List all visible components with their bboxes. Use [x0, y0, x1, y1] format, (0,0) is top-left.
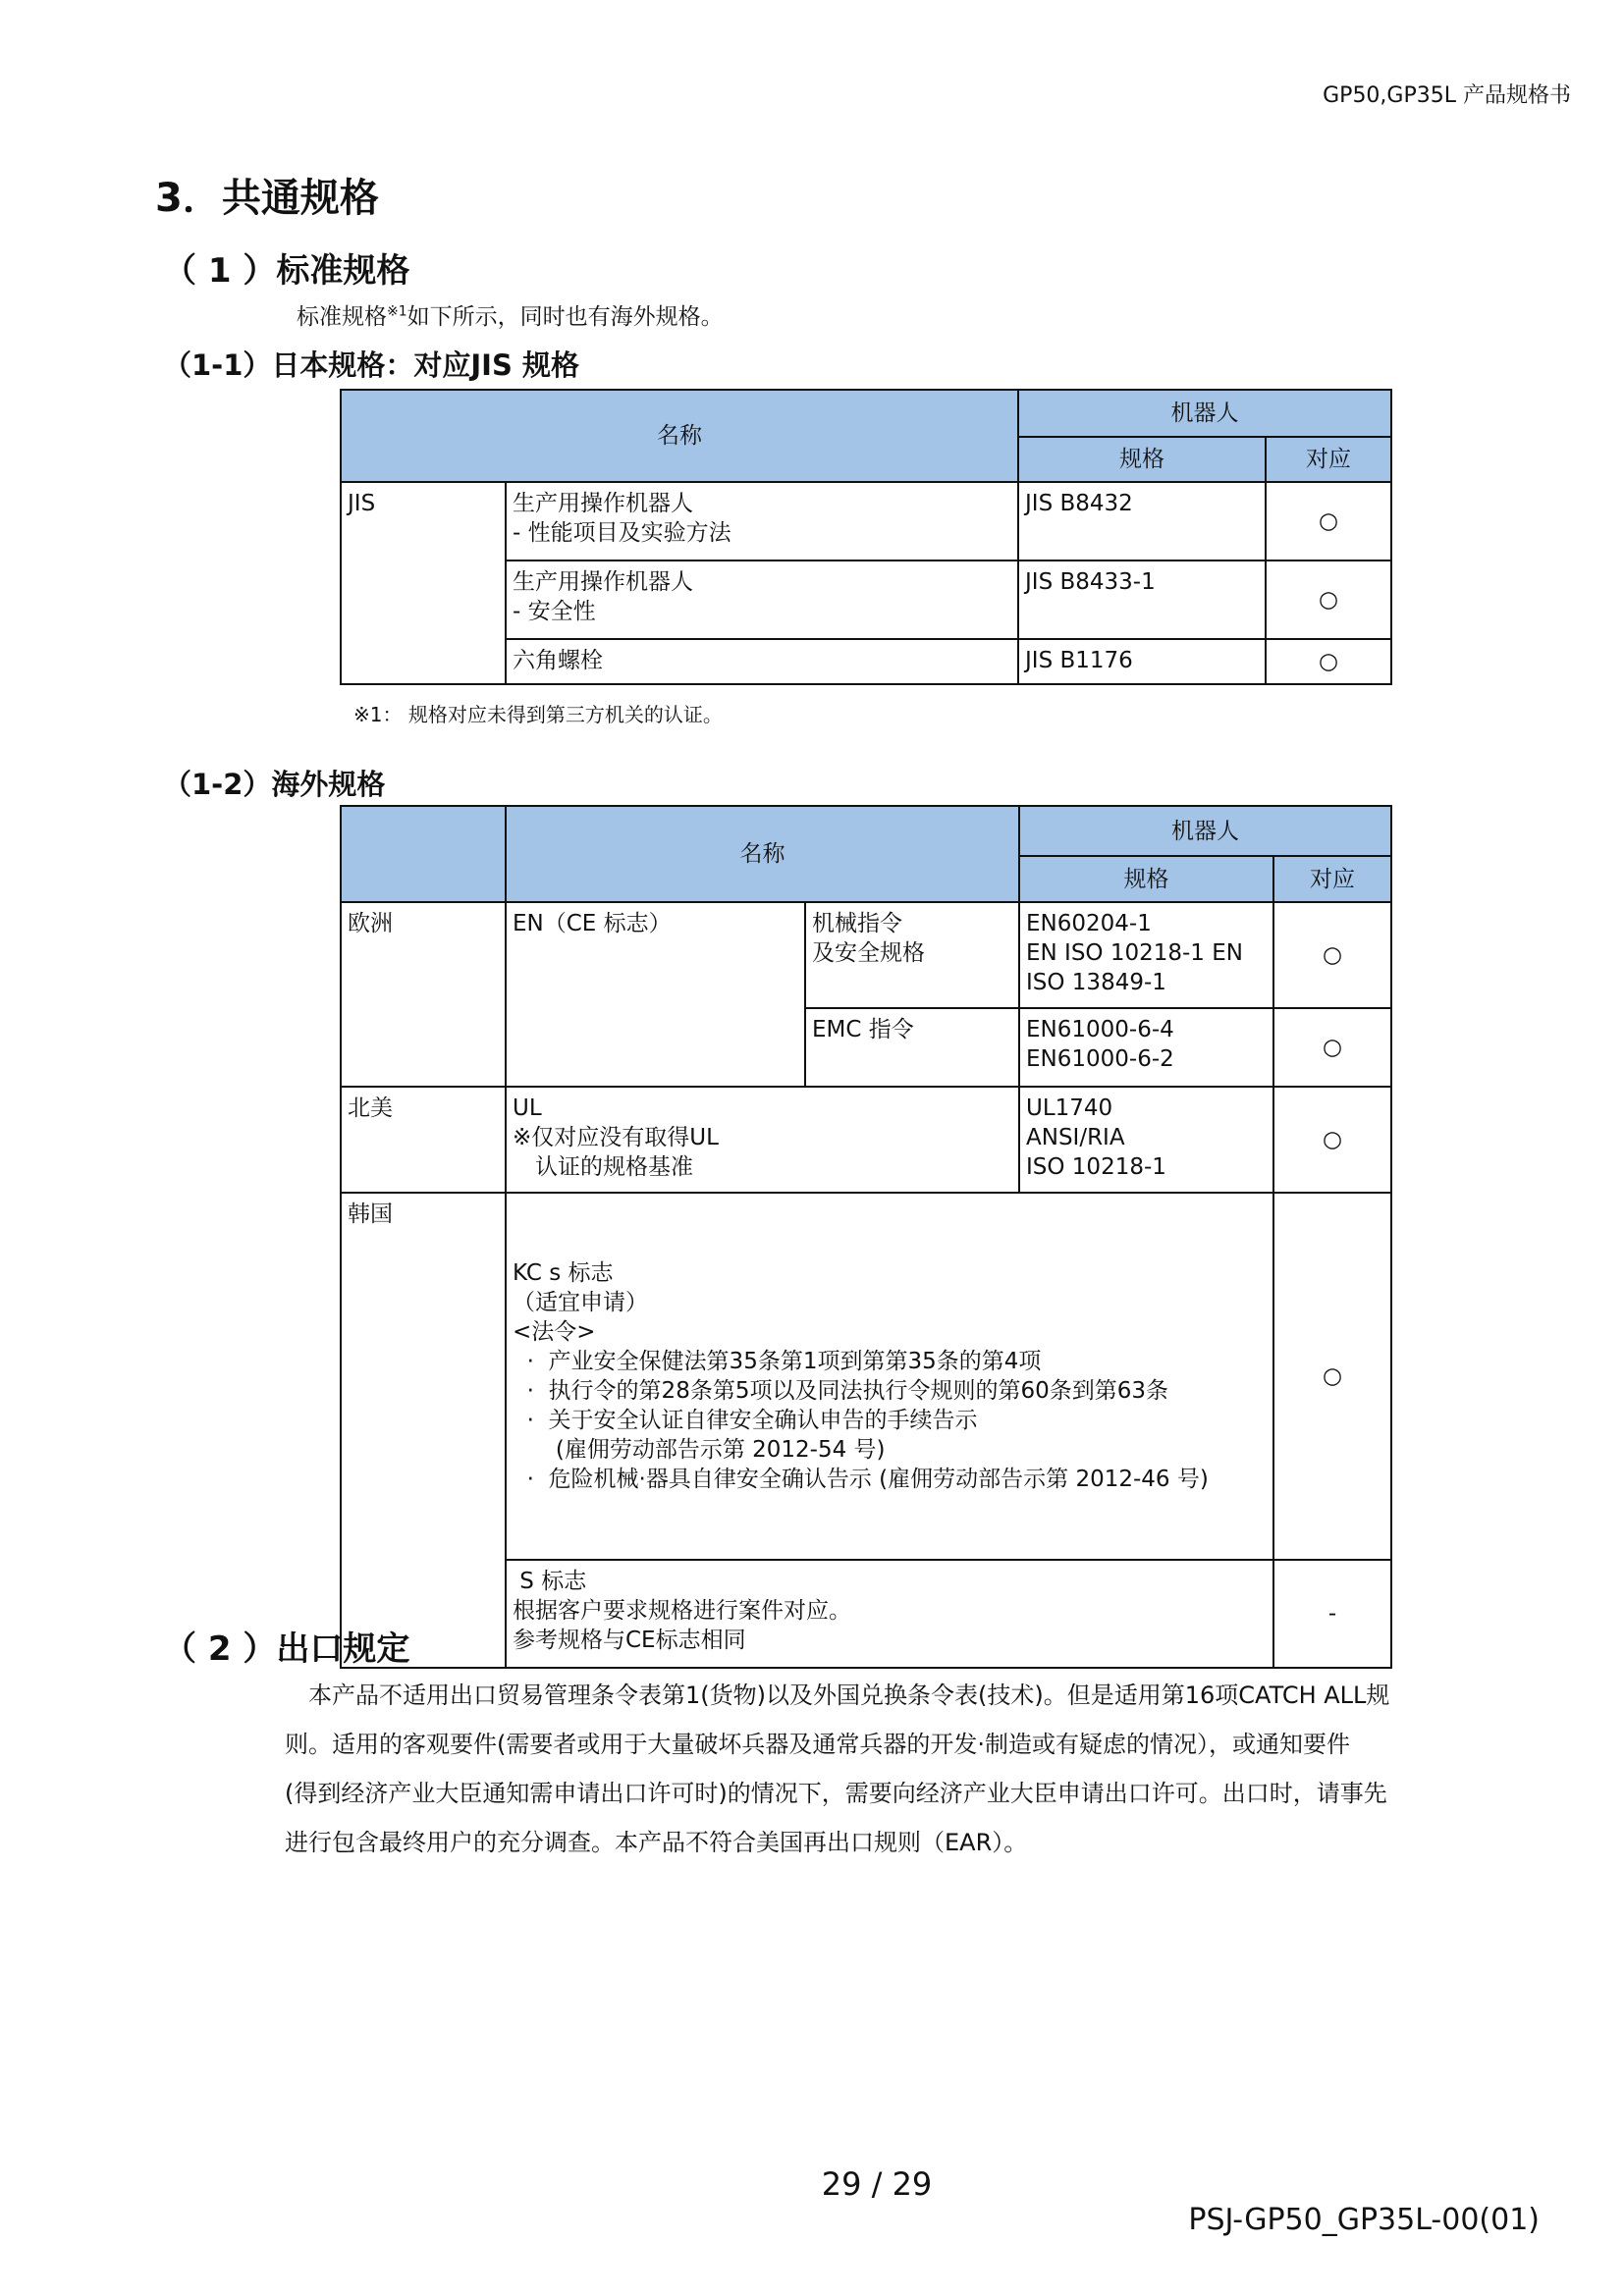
intro-pre: 标准规格: [297, 304, 387, 330]
header-name: 名称: [506, 806, 1019, 902]
header-blank: [341, 806, 506, 902]
spec-line: EN60204-1: [1026, 911, 1152, 936]
table-row: [341, 482, 1391, 561]
support-cell: ○: [1273, 1008, 1391, 1087]
name-line: UL: [513, 1095, 542, 1121]
standard-name: 生产用操作机器人: [513, 491, 693, 516]
table-row: [341, 1087, 1391, 1193]
support-cell: ○: [1273, 902, 1391, 1008]
overseas-standards-table: [340, 805, 1392, 1669]
group-jis: JIS: [341, 482, 506, 684]
spec-line: ISO 10218-1: [1026, 1154, 1166, 1180]
name-line: ※仅对应没有取得UL: [513, 1125, 719, 1150]
footnote-ref: ※1: [387, 303, 407, 320]
support-cell: ○: [1266, 561, 1391, 639]
header-name: 名称: [341, 390, 1018, 482]
spec-line: EN61000-6-4: [1026, 1017, 1174, 1042]
standard-name: 生产用操作机器人: [513, 569, 693, 595]
intro-text: [297, 298, 724, 331]
header-spec: 规格: [1019, 856, 1273, 902]
spec-cell: [1019, 902, 1273, 1008]
subsection-title-standards: （ 1 ）标准规格: [163, 251, 410, 291]
region-europe: 欧洲: [341, 902, 506, 1087]
standard-subname: - 性能项目及实验方法: [513, 520, 731, 546]
document-id: PSJ-GP50_GP35L-00(01): [1188, 2203, 1540, 2237]
region-north-america: 北美: [341, 1087, 506, 1193]
header-spec: 规格: [1018, 437, 1266, 482]
spec-line: ANSI/RIA: [1026, 1125, 1125, 1150]
kc-mark-cell: [506, 1193, 1273, 1560]
header-robot: 机器人: [1019, 806, 1391, 856]
s-mark-cell: [506, 1560, 1273, 1668]
directive-name: 机械指令: [812, 911, 902, 936]
kc-line: · 危险机械·器具自律安全确认告示 (雇佣劳动部告示第 2012-46 号): [513, 1467, 1209, 1492]
spec-line: EN ISO 10218-1 EN: [1026, 940, 1243, 966]
support-cell: -: [1273, 1560, 1391, 1668]
kc-line: · 产业安全保健法第35条第1项到第第35条的第4项: [513, 1349, 1042, 1374]
section-title: 3．共通规格: [155, 176, 379, 221]
running-header: GP50,GP35L 产品规格书: [1323, 83, 1571, 108]
standard-name: [506, 1087, 1019, 1193]
header-robot: 机器人: [1018, 390, 1391, 437]
kc-line: · 执行令的第28条第5项以及同法执行令规则的第60条到第63条: [513, 1378, 1168, 1404]
support-cell: ○: [1273, 1087, 1391, 1193]
kc-line: KC s 标志: [513, 1260, 614, 1286]
paragraph-line: 进行包含最终用户的充分调查。本产品不符合美国再出口规则（EAR）。: [285, 1829, 1028, 1856]
spec-line: ISO 13849-1: [1026, 970, 1166, 995]
s-line: 根据客户要求规格进行案件对应。: [513, 1598, 851, 1624]
kc-line: <法令>: [513, 1319, 596, 1345]
table2-title: （1-2）海外规格: [163, 768, 386, 801]
paragraph-line: 则。适用的客观要件(需要者或用于大量破坏兵器及通常兵器的开发·制造或有疑虑的情况），或通知要件: [285, 1731, 1350, 1758]
s-line: S 标志: [513, 1569, 587, 1594]
intro-post: 如下所示，同时也有海外规格。: [406, 304, 724, 330]
table1-title: （1-1）日本规格：对应JIS 规格: [163, 348, 579, 382]
spec-cell: JIS B1176: [1018, 639, 1266, 684]
region-korea: 韩国: [341, 1193, 506, 1668]
header-support: 对应: [1273, 856, 1391, 902]
s-line: 参考规格与CE标志相同: [513, 1628, 746, 1653]
support-cell: ○: [1273, 1193, 1391, 1560]
name-line: 认证的规格基准: [513, 1154, 693, 1180]
page-number: 29 / 29: [821, 2165, 933, 2203]
header-support: 对应: [1266, 437, 1391, 482]
paragraph-line: 本产品不适用出口贸易管理条令表第1(货物)以及外国兑换条令表(技术)。但是适用第16项CATCH ALL规: [285, 1682, 1390, 1709]
standard-name: 六角螺栓: [506, 639, 1018, 684]
export-paragraph: [285, 1671, 1443, 1867]
directive-name-2: 及安全规格: [812, 940, 925, 966]
spec-line: UL1740: [1026, 1095, 1113, 1121]
spec-cell: [1019, 1087, 1273, 1193]
standard-name: EN（CE 标志）: [506, 902, 805, 1087]
paragraph-line: (得到经济产业大臣通知需申请出口许可时)的情况下，需要向经济产业大臣申请出口许可。出口时，请事先: [285, 1780, 1387, 1807]
spec-cell: JIS B8433-1: [1018, 561, 1266, 639]
spec-line: EN61000-6-2: [1026, 1046, 1174, 1072]
kc-line: （适宜申请）: [513, 1290, 648, 1315]
kc-line: · 关于安全认证自律安全确认申告的手续告示: [513, 1408, 978, 1433]
footnote: ※1： 规格对应未得到第三方机关的认证。: [353, 703, 723, 726]
table-row: [341, 902, 1391, 1008]
standard-subname: - 安全性: [513, 599, 596, 624]
spec-cell: JIS B8432: [1018, 482, 1266, 561]
jis-standards-table: [340, 389, 1392, 685]
spec-cell: [1019, 1008, 1273, 1087]
subsection-title-export: （ 2 ）出口规定: [163, 1629, 410, 1669]
table-row: [341, 1193, 1391, 1560]
support-cell: ○: [1266, 639, 1391, 684]
kc-line: (雇佣劳动部告示第 2012-54 号): [513, 1437, 886, 1463]
directive-name: EMC 指令: [805, 1008, 1019, 1087]
support-cell: ○: [1266, 482, 1391, 561]
